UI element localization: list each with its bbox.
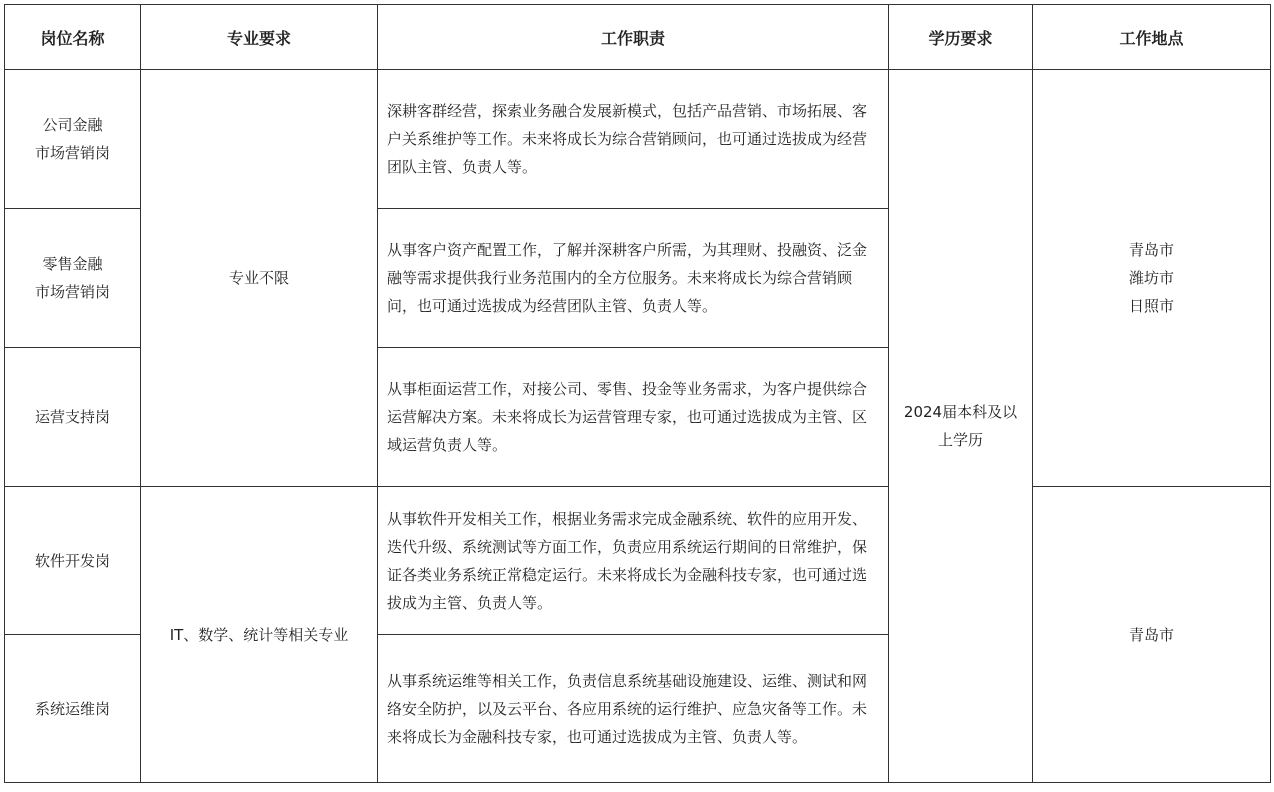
header-major: 专业要求 bbox=[141, 5, 378, 70]
duties-cell: 从事柜面运营工作，对接公司、零售、投金等业务需求，为客户提供综合运营解决方案。未来将成长为运营管理专家，也可通过选拔成为主管、区域运营负责人等。 bbox=[378, 348, 889, 487]
major-cell: 专业不限 bbox=[141, 70, 378, 487]
location-line: 青岛市 bbox=[1128, 241, 1174, 259]
table-row bbox=[5, 70, 1271, 209]
header-duties: 工作职责 bbox=[378, 5, 889, 70]
position-line: 运营支持岗 bbox=[34, 408, 110, 426]
duties-cell: 深耕客群经营，探索业务融合发展新模式，包括产品营销、市场拓展、客户关系维护等工作。未来将成长为综合营销顾问，也可通过选拔成为经营团队主管、负责人等。 bbox=[378, 70, 889, 209]
header-location: 工作地点 bbox=[1033, 5, 1271, 70]
position-line: 零售金融 bbox=[42, 255, 103, 273]
education-line: 2024届本科及以 bbox=[903, 403, 1018, 421]
education-cell bbox=[889, 70, 1033, 783]
location-line: 潍坊市 bbox=[1128, 269, 1174, 287]
location-cell bbox=[1033, 487, 1271, 783]
position-line: 软件开发岗 bbox=[34, 551, 110, 570]
position-line: 系统运维岗 bbox=[34, 699, 110, 718]
header-education: 学历要求 bbox=[889, 5, 1033, 70]
header-position: 岗位名称 bbox=[5, 5, 141, 70]
recruitment-table bbox=[4, 4, 1271, 783]
position-cell bbox=[5, 70, 141, 209]
position-cell bbox=[5, 487, 141, 635]
header-row bbox=[5, 5, 1271, 70]
position-cell bbox=[5, 348, 141, 487]
location-line: 青岛市 bbox=[1128, 625, 1174, 644]
position-line: 市场营销岗 bbox=[34, 144, 110, 162]
education-line: 上学历 bbox=[937, 431, 983, 449]
location-cell bbox=[1033, 70, 1271, 487]
position-cell bbox=[5, 635, 141, 783]
position-cell bbox=[5, 209, 141, 348]
position-line: 市场营销岗 bbox=[34, 283, 110, 301]
duties-cell: 从事系统运维等相关工作，负责信息系统基础设施建设、运维、测试和网络安全防护，以及云平台、各应用系统的运行维护、应急灾备等工作。未来将成长为金融科技专家，也可通过选拔成为主管、负责人等。 bbox=[378, 635, 889, 783]
duties-cell: 从事软件开发相关工作，根据业务需求完成金融系统、软件的应用开发、迭代升级、系统测试等方面工作，负责应用系统运行期间的日常维护，保证各类业务系统正常稳定运行。未来将成长为金融科技专家，也可通过选拔成为主管、负责人等。 bbox=[378, 487, 889, 635]
position-line: 公司金融 bbox=[42, 116, 103, 134]
table-row bbox=[5, 487, 1271, 635]
location-line: 日照市 bbox=[1128, 297, 1174, 315]
major-cell: IT、数学、统计等相关专业 bbox=[141, 487, 378, 783]
duties-cell: 从事客户资产配置工作，了解并深耕客户所需，为其理财、投融资、泛金融等需求提供我行业务范围内的全方位服务。未来将成长为综合营销顾问，也可通过选拔成为经营团队主管、负责人等。 bbox=[378, 209, 889, 348]
